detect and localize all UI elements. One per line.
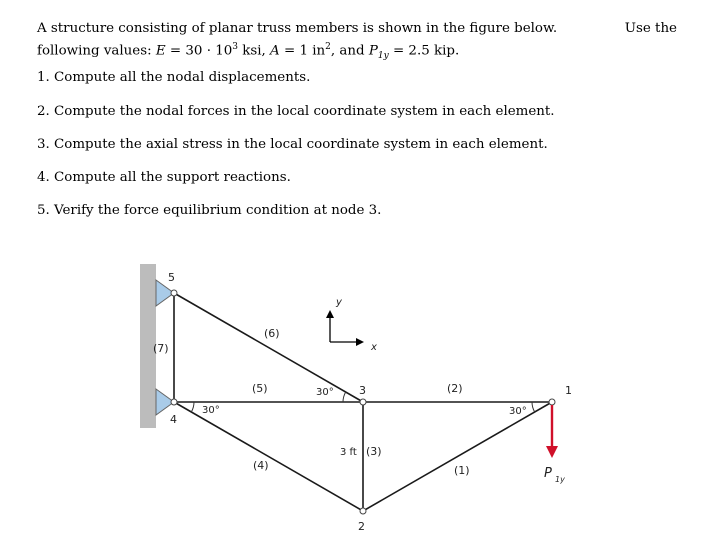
task-text: Compute all the support reactions. — [54, 170, 291, 185]
node-label-3: 3 — [359, 384, 366, 397]
angle-label-1: 30° — [509, 406, 527, 417]
node-label-4: 4 — [170, 413, 177, 426]
x-axis-label: x — [371, 342, 377, 353]
element-label-3: (3) — [366, 445, 382, 458]
and-word: , and — [330, 43, 365, 59]
a-value: = 1 in — [283, 43, 326, 59]
load-label: P — [544, 466, 552, 481]
angle-label-4: 30° — [202, 405, 220, 416]
y-axis-label: y — [336, 297, 342, 308]
node-2 — [360, 508, 366, 514]
task-number: 5. — [37, 203, 50, 218]
node-label-2: 2 — [358, 520, 365, 533]
element-label-2: (2) — [447, 382, 463, 395]
intro-text-1-end: Use the — [624, 21, 677, 36]
element-1 — [363, 402, 552, 511]
e-unit: ksi, — [242, 43, 266, 59]
task-text: Verify the force equilibrium condition at node 3. — [54, 203, 382, 218]
node-1 — [549, 399, 555, 405]
element-label-4: (4) — [253, 459, 269, 472]
element-6 — [174, 293, 363, 402]
dimension-label: 3 ft — [340, 447, 357, 458]
symbol-a: A — [270, 43, 280, 59]
node-label-5: 5 — [168, 271, 175, 284]
angle-arc-4 — [191, 402, 194, 412]
angle-arc-3 — [343, 392, 346, 402]
task-number: 4. — [37, 170, 50, 185]
symbol-e: E — [155, 43, 166, 59]
task-text: Compute all the nodal displacements. — [54, 70, 311, 85]
task-text: Compute the nodal forces in the local coordinate system in each element. — [54, 104, 555, 119]
node-4 — [171, 399, 177, 405]
node-3 — [360, 399, 366, 405]
element-label-7: (7) — [153, 342, 169, 355]
node-label-1: 1 — [565, 384, 572, 397]
a-exponent: 2 — [325, 42, 331, 52]
e-value: = 30 · 10 — [169, 43, 233, 59]
task-text: Compute the axial stress in the local coordinate system in each element. — [54, 137, 548, 152]
symbol-p: P — [368, 43, 378, 59]
angle-label-3: 30° — [316, 387, 334, 398]
task-number: 2. — [37, 104, 50, 119]
symbol-p-sub: 1y — [377, 51, 389, 62]
angle-arc-1 — [532, 402, 535, 412]
task-number: 1. — [37, 70, 50, 85]
p-value: = 2.5 kip. — [392, 43, 460, 59]
element-label-1: (1) — [454, 464, 470, 477]
element-4 — [174, 402, 363, 511]
intro-prefix: following values: — [37, 43, 152, 59]
e-exponent: 3 — [232, 42, 238, 52]
task-number: 3. — [37, 137, 50, 152]
element-label-6: (6) — [264, 327, 280, 340]
node-5 — [171, 290, 177, 296]
load-label-sub: 1y — [555, 475, 565, 484]
element-label-5: (5) — [252, 382, 268, 395]
intro-text-1: A structure consisting of planar truss members is shown in the figure below. — [37, 21, 558, 36]
